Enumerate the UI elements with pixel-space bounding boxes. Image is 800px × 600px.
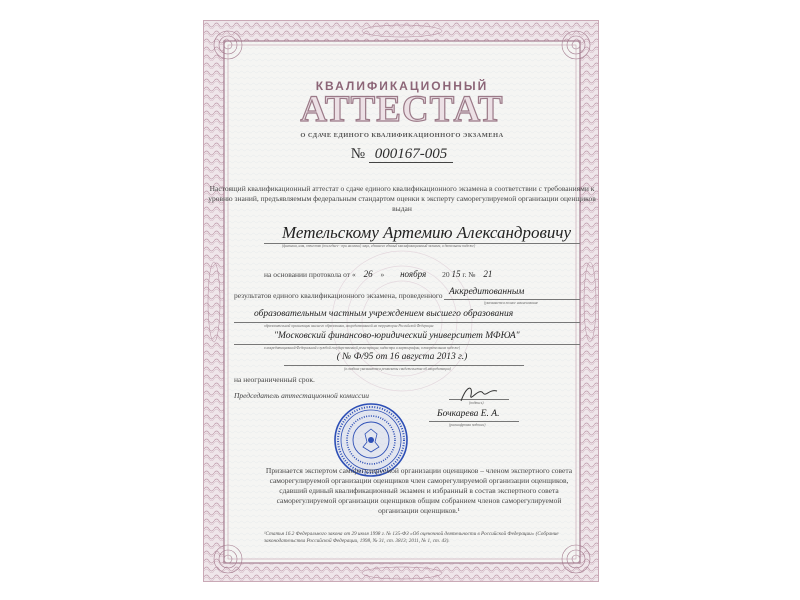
protocol-number: 21 (483, 269, 493, 279)
intro-paragraph: Настоящий квалификационный аттестат о сдаче единого квалификационного экзамена в соответствии с требованиями к уровню знаний, предъявляемым федеральным стандартом оценки к эксперту саморегулируемой организации оценщиков выдан (208, 184, 596, 213)
accreditation-caption: (в скобках указываются реквизиты свидетельства об аккредитации) (344, 367, 451, 371)
accreditation-cert: ( № Ф/95 от 16 августа 2013 г.) (336, 352, 468, 362)
org-name: "Московский финансово-юридический университет МФЮА" (274, 331, 520, 341)
protocol-year: 15 (451, 269, 461, 279)
chair-name: Бочкарева Е. А. (437, 409, 500, 419)
protocol-month: ноября (400, 269, 427, 279)
org-caption-3: в аккредитационной Федеральной службой государственной регистрации, кадастра и картографии, в творительном падеже) (264, 346, 461, 350)
number-value: 000167-005 (369, 146, 454, 163)
org-underline-2 (234, 322, 580, 323)
recipient-name: Метельскому Артемию Александровичу (282, 223, 572, 242)
protocol-prefix: на основании протокола от « (264, 270, 356, 279)
recognition-paragraph: Признается экспертом саморегулируемой организации оценщиков – членом экспертного совета саморегулируемой организации оценщиков член саморегулируемой организации оценщиков, сдавший единый квалификационный экзамен и избранный в состав экспертного совета саморегулируемой организации оценщиков общим собранием членов саморегулируемой организации оценщиков.¹ (265, 466, 573, 515)
protocol-quote: » (380, 270, 385, 279)
handwritten-signature-icon (459, 383, 499, 405)
org-underline-1 (444, 299, 580, 300)
number-prefix: № (350, 146, 366, 162)
chair-name-caption: (расшифровка подписи) (449, 423, 486, 427)
footnote: ¹Статья 16.2 Федерального закона от 29 июля 1998 г. № 135-ФЗ «Об оценочной деятельности в Российской Федерации» (Собрание законодательства Российской Федерации, 1998, № 31, ст. 3813; 2011, № 1, ст. 43). (264, 531, 559, 544)
recipient-caption: (фамилия, имя, отчество (последнее - при наличии) лица, сдавшего единый квалификационный экзамен, в дательном падеже) (282, 244, 476, 248)
results-text: результатов единого квалификационного экзамена, проведенного (234, 291, 443, 300)
chair-label: Председатель аттестационной комиссии (234, 391, 369, 400)
org-underline-3 (234, 344, 580, 345)
header-subtitle: О СДАЧЕ ЕДИНОГО КВАЛИФИКАЦИОННОГО ЭКЗАМЕНА (300, 132, 504, 139)
header-attestat: АТТЕСТАТ (300, 89, 504, 130)
org-caption-2: образовательной организации высшего образования, аккредитованной на территории Российской Федерации (264, 324, 434, 328)
org-type: образовательным частным учреждением высшего образования (254, 309, 514, 319)
protocol-year-suffix: г. № (462, 270, 476, 279)
org-caption-1: (указывается полное наименование (484, 301, 539, 305)
certificate-document (203, 20, 599, 582)
protocol-row (264, 269, 498, 279)
header-qualification: КВАЛИФИКАЦИОННЫЙ (315, 79, 489, 93)
term-text: на неограниченный срок. (234, 375, 315, 384)
certificate-number (204, 146, 599, 163)
protocol-day: 26 (363, 269, 373, 279)
signature-caption: (подпись) (469, 401, 484, 405)
protocol-year-prefix: 20 (442, 270, 450, 279)
chair-name-underline (429, 421, 519, 422)
accreditation-underline (284, 365, 524, 366)
org-accreditation: Аккредитованным (449, 287, 525, 297)
